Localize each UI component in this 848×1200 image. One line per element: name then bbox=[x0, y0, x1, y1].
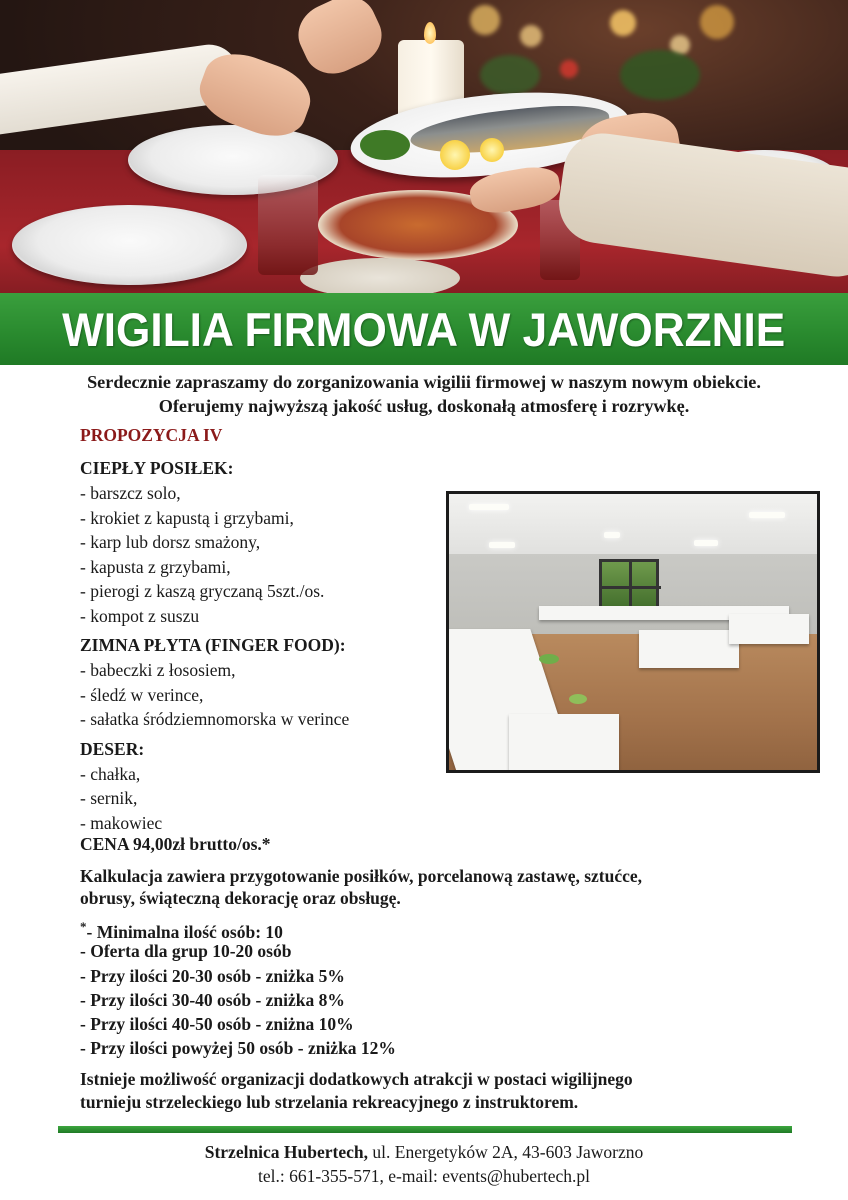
calculation-line: obrusy, świąteczną dekorację oraz obsługę. bbox=[80, 888, 401, 908]
menu-item: - kompot z suszu bbox=[80, 605, 200, 626]
calculation-line: Kalkulacja zawiera przygotowanie posiłków, porcelanową zastawę, sztućce, bbox=[80, 866, 643, 886]
condition-item: - Przy ilości 40-50 osób - zniżna 10% bbox=[80, 1014, 354, 1035]
menu-item: - karp lub dorsz smażony, bbox=[80, 532, 261, 552]
menu-item: - pierogi z kaszą gryczaną 5szt./os. bbox=[80, 581, 325, 601]
footer bbox=[0, 1140, 848, 1188]
condition-item: - Przy ilości 20-30 osób - zniżka 5% bbox=[80, 965, 345, 986]
section-title-hot-meal: CIEPŁY POSIŁEK: bbox=[80, 458, 234, 478]
condition-item: - Oferta dla grup 10-20 osób bbox=[80, 941, 292, 962]
menu-content bbox=[80, 425, 460, 835]
intro-line: Oferujemy najwyższą jakość usług, doskonałą atmosferę i rozrywkę. bbox=[158, 396, 690, 416]
extra-attractions-note bbox=[80, 1068, 800, 1114]
section-title-cold-plate: ZIMNA PŁYTA (FINGER FOOD): bbox=[80, 635, 346, 655]
conditions-list bbox=[80, 915, 580, 1061]
extra-line: turnieju strzeleckiego lub strzelania rekreacyjnego z instruktorem. bbox=[80, 1092, 579, 1112]
condition-item bbox=[80, 915, 580, 942]
section-title-dessert: DESER: bbox=[80, 738, 145, 759]
proposal-heading: PROPOZYCJA IV bbox=[80, 425, 223, 445]
footnote-asterisk: * bbox=[80, 919, 87, 934]
intro-text bbox=[0, 370, 848, 418]
menu-item: - krokiet z kapustą i grzybami, bbox=[80, 507, 294, 528]
menu-item: - babeczki z łososiem, bbox=[80, 660, 236, 680]
calculation-note bbox=[80, 865, 780, 909]
company-name: Strzelnica Hubertech, bbox=[204, 1142, 369, 1162]
menu-item: - sałatka śródziemnomorska w verince bbox=[80, 709, 350, 729]
menu-item: - chałka, bbox=[80, 763, 141, 784]
menu-item: - śledź w verince, bbox=[80, 684, 204, 705]
price: CENA 94,00zł brutto/os.* bbox=[80, 834, 271, 854]
footer-divider bbox=[58, 1126, 792, 1133]
menu-item: - makowiec bbox=[80, 812, 163, 833]
extra-line: Istnieje możliwość organizacji dodatkowych atrakcji w postaci wigilijnego bbox=[80, 1069, 633, 1089]
page-title: WIGILIA FIRMOWA W JAWORZNIE bbox=[62, 302, 786, 356]
menu-item: - sernik, bbox=[80, 788, 138, 808]
menu-item: - kapusta z grzybami, bbox=[80, 556, 231, 577]
menu-item: - barszcz solo, bbox=[80, 483, 181, 503]
company-address: ul. Energetyków 2A, 43-603 Jaworzno bbox=[368, 1142, 644, 1162]
condition-item: - Przy ilości 30-40 osób - zniżka 8% bbox=[80, 989, 345, 1010]
banquet-hall-photo bbox=[446, 491, 820, 773]
intro-line: Serdecznie zapraszamy do zorganizowania wigilii firmowej w naszym nowym obiekcie. bbox=[87, 372, 761, 392]
hero-photo-christmas-dinner bbox=[0, 0, 848, 296]
footer-address-line bbox=[0, 1140, 848, 1164]
condition-item: - Przy ilości powyżej 50 osób - zniżka 12% bbox=[80, 1038, 396, 1059]
condition-text: - Minimalna ilość osób: 10 bbox=[86, 922, 283, 942]
title-banner bbox=[0, 293, 848, 365]
footer-contact: tel.: 661-355-571, e-mail: events@hubertech.pl bbox=[258, 1166, 590, 1186]
